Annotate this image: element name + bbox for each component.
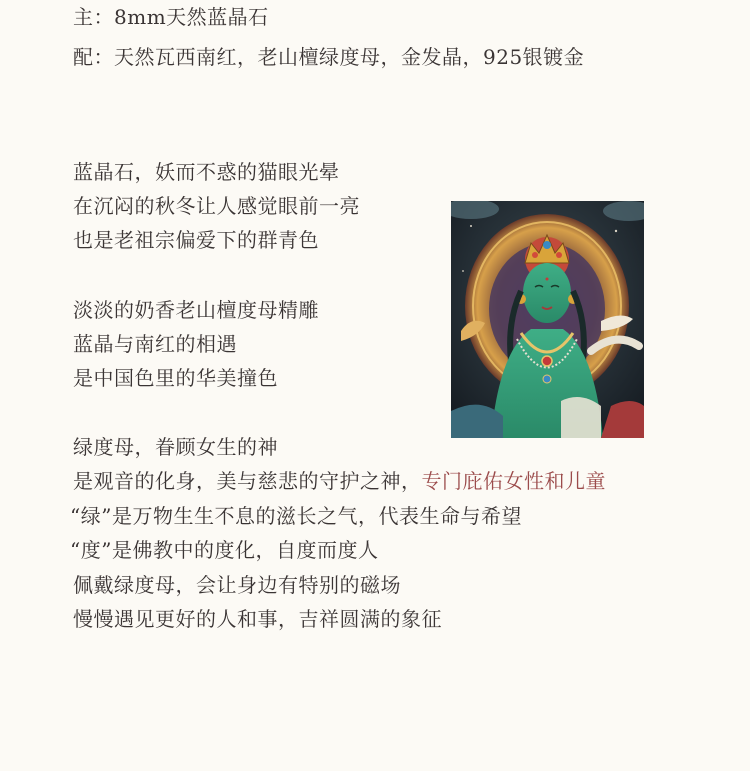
text-line: 淡淡的奶香老山檀度母精雕	[73, 298, 319, 322]
text-line: 蓝晶石，妖而不惑的猫眼光晕	[73, 160, 340, 184]
text-line: “度”是佛教中的度化，自度而度人	[70, 538, 379, 562]
text-line: 是中国色里的华美撞色	[73, 366, 278, 390]
text-line: 蓝晶与南红的相遇	[73, 332, 237, 356]
text-line: 也是老祖宗偏爱下的群青色	[73, 228, 319, 252]
text-line: 在沉闷的秋冬让人感觉眼前一亮	[73, 194, 360, 218]
green-tara-thangka-image	[451, 201, 644, 438]
text-highlight: 专门庇佑女性和儿童	[421, 469, 606, 493]
text-plain: 是观音的化身，美与慈悲的守护之神，	[73, 469, 422, 493]
text-line: 慢慢遇见更好的人和事，吉祥圆满的象征	[73, 607, 442, 631]
spec-main: 主：8mm天然蓝晶石	[73, 5, 269, 29]
text-line: 绿度母，眷顾女生的神	[73, 435, 278, 459]
spec-accessories: 配：天然瓦西南红，老山檀绿度母，金发晶，925银镀金	[73, 45, 585, 69]
text-line	[73, 467, 606, 495]
text-line: 佩戴绿度母，会让身边有特别的磁场	[73, 573, 401, 597]
text-line: “绿”是万物生生不息的滋长之气，代表生命与希望	[70, 504, 522, 528]
